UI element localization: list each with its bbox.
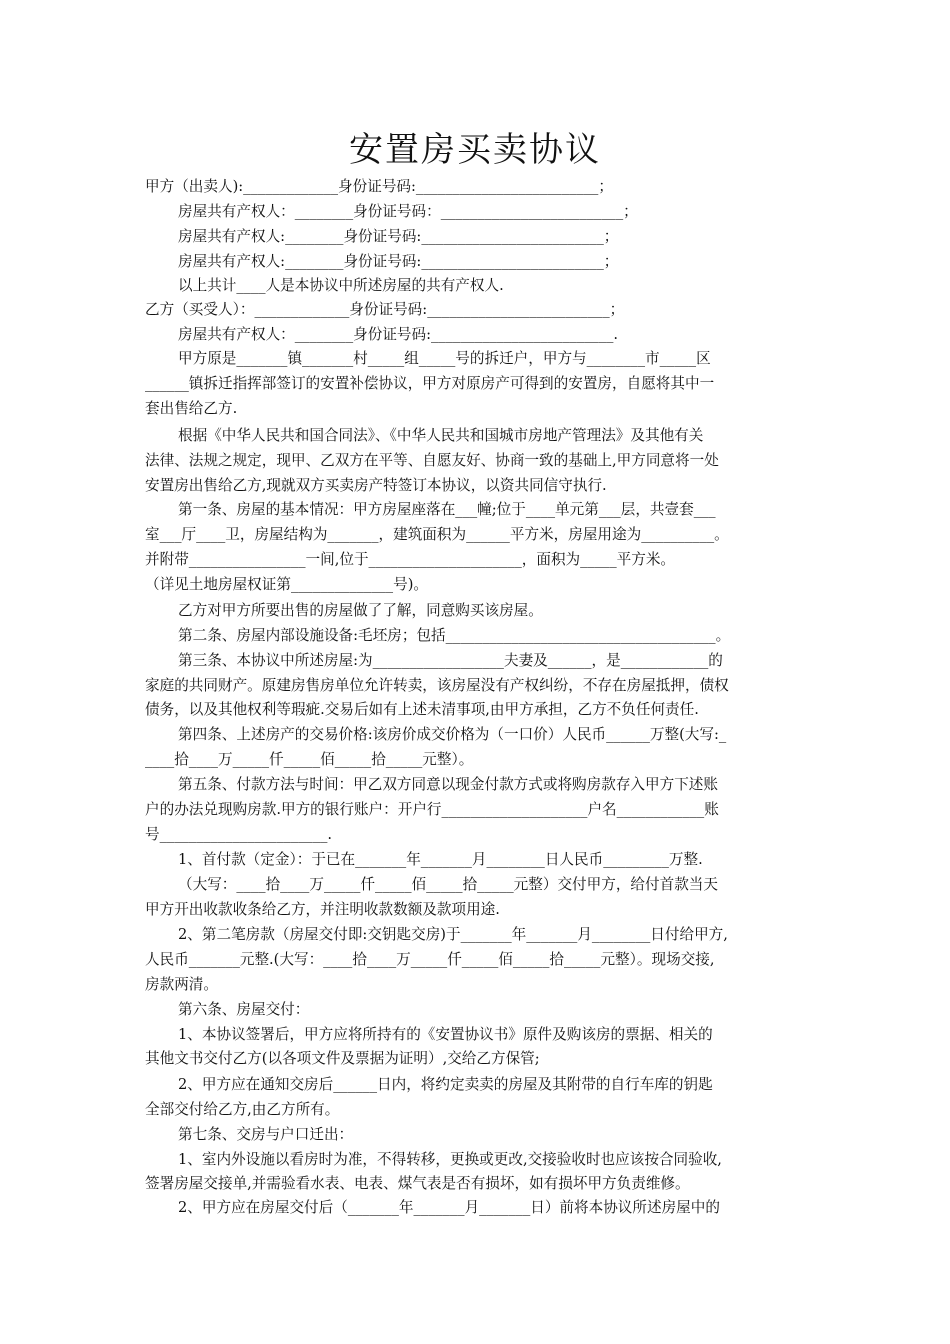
payment-line: 房款两清。	[145, 976, 218, 993]
article-7-line: 签署房屋交接单,并需验看水表、电表、煤气表是否有损坏，如有损坏甲方负责维修。	[145, 1175, 690, 1192]
payment-line: 人民币_______元整.(大写：____拾____万_____仟_____佰_____拾_____元整）。现场交接,	[145, 951, 715, 968]
co-owner-line: 房屋共有产权人：________身份证号码：_________________________；	[178, 203, 638, 220]
co-owner-line: 房屋共有产权人：________身份证号码:_________________________.	[178, 326, 619, 343]
paragraph-line: 套出售给乙方.	[145, 400, 238, 417]
article-6-line: 全部交付给乙方,由乙方所有。	[145, 1101, 340, 1118]
article-7-line: 2、甲方应在房屋交付后（_______年_______月_______日）前将本协议所述房屋中的	[178, 1199, 720, 1216]
payment-line: （大写：____拾____万_____仟_____佰_____拾_____元整）交付甲方，给付首款当天	[178, 876, 718, 893]
article-4-line: ____拾____万_____仟_____佰_____拾_____元整）。	[145, 751, 474, 768]
payment-line: 1、首付款（定金）：于已在_______年_______月________日人民币_________万整.	[178, 851, 703, 868]
paragraph-line: 甲方原是_______镇_______村_____组_____号的拆迁户，甲方与________市_____区	[178, 350, 711, 367]
co-owner-line: 房屋共有产权人:________身份证号码:_________________________；	[178, 228, 619, 245]
payment-line: 甲方开出收款收条给乙方，并注明收款数额及款项用途.	[145, 901, 500, 918]
paragraph-line: ______镇拆迁指挥部签订的安置补偿协议，甲方对原房产可得到的安置房，自愿将其中一	[145, 375, 715, 392]
paragraph-line: 法律、法规之规定，现甲、乙双方在平等、自愿友好、协商一致的基础上,甲方同意将一处	[145, 452, 719, 469]
paragraph-line: 乙方对甲方所要出售的房屋做了了解，同意购买该房屋。	[178, 602, 543, 619]
article-4-line: 第四条、上述房产的交易价格:该房价成交价格为（一口价）人民币______万整(大写:_	[178, 726, 727, 743]
article-1-line: 室___厅____卫，房屋结构为_______，建筑面积为______平方米，房屋用途为__________。	[145, 526, 729, 543]
paragraph-line: 安置房出售给乙方,现就双方买卖房产特签订本协议，以资共同信守执行.	[145, 477, 607, 494]
article-3-line: 债务，以及其他权利等瑕疵.交易后如有上述未清事项,由甲方承担，乙方不负任何责任.	[145, 701, 699, 718]
article-1-line: 并附带________________一间,位于_____________________，面积为_____平方米。	[145, 551, 676, 568]
article-5-line: 第五条、付款方法与时间：甲乙双方同意以现金付款方式或将购房款存入甲方下述账	[178, 776, 718, 793]
payment-line: 2、第二笔房款（房屋交付即:交钥匙交房)于_______年_______月________日付给甲方,	[178, 926, 728, 943]
article-6-line: 1、本协议签署后，甲方应将所持有的《安置协议书》原件及购该房的票据、相关的	[178, 1026, 713, 1043]
article-6-line: 第六条、房屋交付：	[178, 1001, 310, 1018]
article-5-line: 号_______________________.	[145, 826, 333, 843]
co-owner-count-line: 以上共计____人是本协议中所述房屋的共有产权人.	[178, 277, 504, 294]
document-title: 安置房买卖协议	[349, 130, 601, 170]
article-6-line: 其他文书交付乙方(以各项文件及票据为证明）,交给乙方保管;	[145, 1050, 540, 1067]
article-6-line: 2、甲方应在通知交房后______日内，将约定卖卖的房屋及其附带的自行车库的钥匙	[178, 1076, 713, 1093]
party-a-line: 甲方（出卖人):_____________身份证号码:_________________________；	[145, 178, 613, 195]
article-7-line: 1、室内外设施以看房时为准，不得转移，更换或更改,交接验收时也应该按合同验收,	[178, 1151, 722, 1168]
article-1-line: 第一条、房屋的基本情况：甲方房屋座落在___幢;位于____单元第___层，共壹套___	[178, 501, 716, 518]
article-7-line: 第七条、交房与户口迁出：	[178, 1126, 354, 1143]
article-5-line: 户的办法兑现购房款.甲方的银行账户：开户行____________________户名____________账	[145, 801, 719, 818]
article-3-line: 第三条、本协议中所述房屋:为__________________夫妻及______，是____________的	[178, 652, 723, 669]
article-3-line: 家庭的共同财产。原建房售房单位允许转卖，该房屋没有产权纠纷，不存在房屋抵押，债权	[145, 677, 729, 694]
article-2-line: 第二条、房屋内部设施设备:毛坯房；包括_____________________________________。	[178, 627, 731, 644]
co-owner-line: 房屋共有产权人:________身份证号码:_________________________；	[178, 253, 619, 270]
paragraph-line: 根据《中华人民共和国合同法》、《中华人民共和国城市房地产管理法》及其他有关	[178, 427, 704, 444]
party-b-line: 乙方（买受人）：_____________身份证号码:_________________________；	[145, 301, 625, 318]
article-1-line: （详见土地房屋权证第______________号)。	[145, 576, 428, 593]
